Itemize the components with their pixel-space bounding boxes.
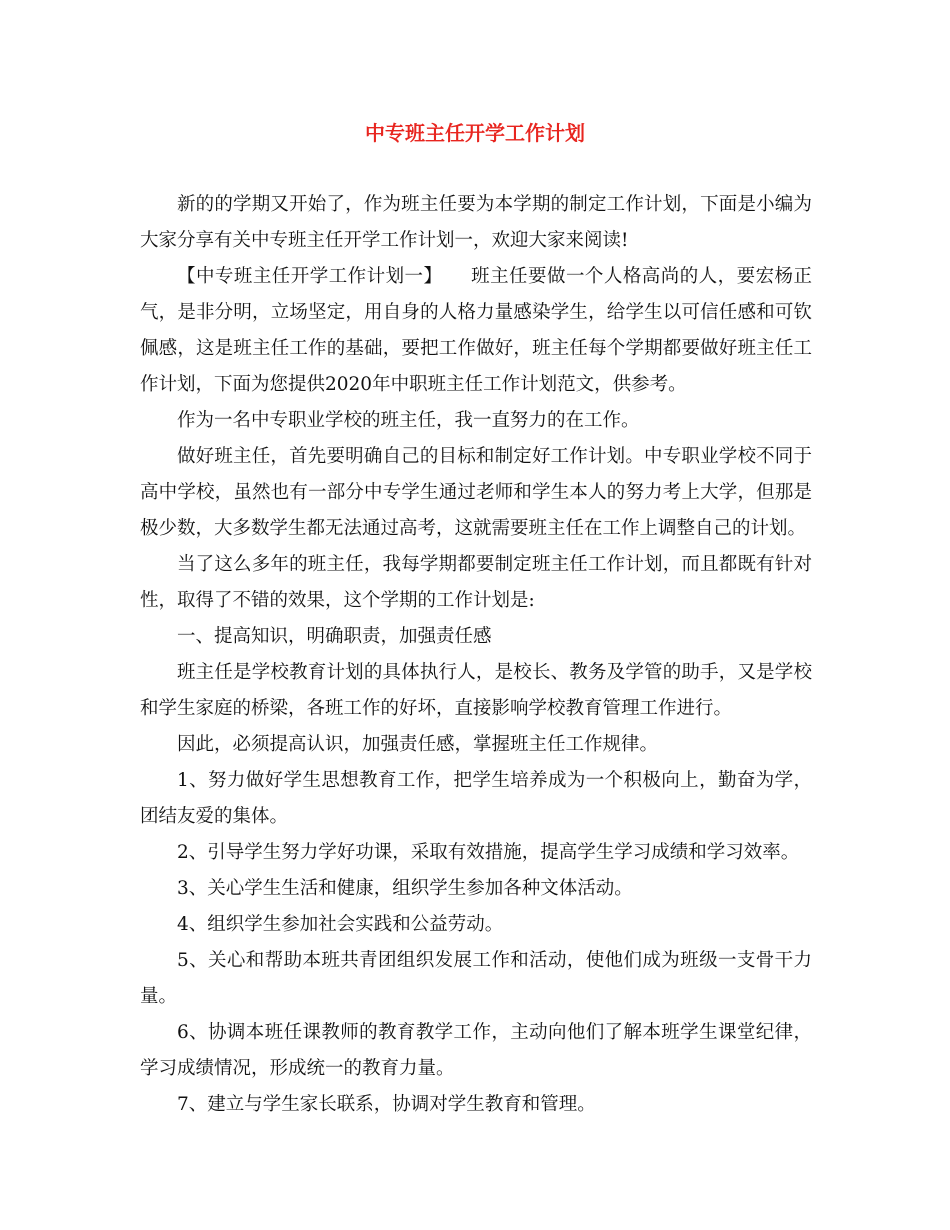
list-item-1: 1、努力做好学生思想教育工作，把学生培养成为一个积极向上，勤奋为学，团结友爱的集体。 bbox=[140, 770, 812, 827]
list-item-5: 5、关心和帮助本班共青团组织发展工作和活动，使他们成为班级一支骨干力量。 bbox=[140, 950, 812, 1007]
list-item-2: 2、引导学生努力学好功课，采取有效措施，提高学生学习成绩和学习效率。 bbox=[177, 842, 800, 863]
document-title: 中专班主任开学工作计划 bbox=[365, 121, 585, 145]
paragraph-plan-one-intro: 【中专班主任开学工作计划一】 班主任要做一个人格高尚的人，要宏杨正气，是非分明，立场坚定，用自身的人格力量感染学生，给学生以可信任感和可钦佩感，这是班主任工作的基础，要把工作做好，班主任每个学期都要做好班主任工作计划，下面为您提供2020年中职班主任工作计划范文，供参考。 bbox=[140, 266, 812, 395]
paragraph-awareness: 因此，必须提高认识，加强责任感，掌握班主任工作规律。 bbox=[177, 734, 659, 755]
paragraph-effort: 作为一名中专职业学校的班主任，我一直努力的在工作。 bbox=[177, 410, 640, 431]
list-item-6: 6、协调本班任课教师的教育教学工作，主动向他们了解本班学生课堂纪律，学习成绩情况，形成统一的教育力量。 bbox=[140, 1022, 812, 1079]
paragraph-role: 班主任是学校教育计划的具体执行人，是校长、教务及学管的助手，又是学校和学生家庭的桥梁，各班工作的好坏，直接影响学校教育管理工作进行。 bbox=[140, 662, 812, 719]
document-body bbox=[140, 187, 812, 1123]
section-heading-one: 一、提高知识，明确职责，加强责任感 bbox=[177, 626, 492, 647]
paragraph-intro: 新的的学期又开始了，作为班主任要为本学期的制定工作计划，下面是小编为大家分享有关中专班主任开学工作计划一，欢迎大家来阅读! bbox=[140, 194, 812, 251]
list-item-4: 4、组织学生参加社会实践和公益劳动。 bbox=[177, 914, 504, 935]
paragraph-experience: 当了这么多年的班主任，我每学期都要制定班主任工作计划，而且都既有针对性，取得了不错的效果，这个学期的工作计划是: bbox=[140, 554, 812, 611]
list-item-3: 3、关心学生生活和健康，组织学生参加各种文体活动。 bbox=[177, 878, 633, 899]
paragraph-goals: 做好班主任，首先要明确自己的目标和制定好工作计划。中专职业学校不同于高中学校，虽然也有一部分中专学生通过老师和学生本人的努力考上大学，但那是极少数，大多数学生都无法通过高考，这就需要班主任在工作上调整自己的计划。 bbox=[140, 446, 812, 539]
list-item-7: 7、建立与学生家长联系，协调对学生教育和管理。 bbox=[177, 1094, 596, 1115]
